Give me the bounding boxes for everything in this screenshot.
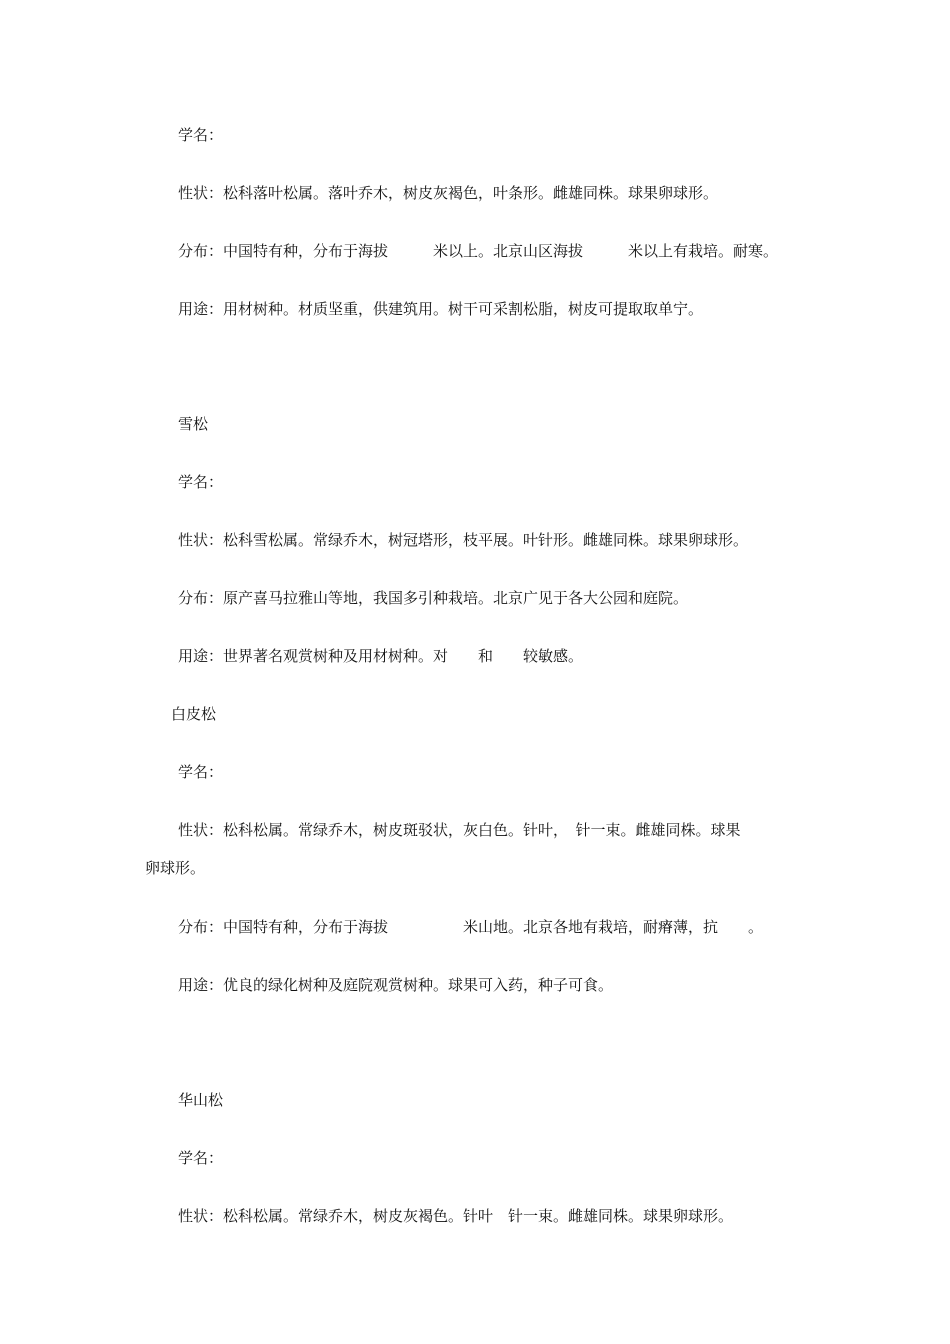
uses-text: 用途：世界著名观赏树种及用材树种。对 和 较敏感。 <box>178 647 584 665</box>
traits-text: 性状：松科松属。常绿乔木，树皮灰褐色。针叶 针一束。雌雄同株。球果卵球形。 <box>178 1207 734 1225</box>
species-heading: 华山松 <box>178 1091 224 1109</box>
scientific-name-label: 学名： <box>178 763 224 781</box>
distribution-text: 分布：原产喜马拉雅山等地，我国多引种栽培。北京广见于各大公园和庭院。 <box>178 589 689 607</box>
distribution-text: 分布：中国特有种，分布于海拔 米山地。北京各地有栽培，耐瘠薄，抗 。 <box>178 918 764 936</box>
scientific-name-label: 学名： <box>178 126 224 144</box>
traits-text: 性状：松科雪松属。常绿乔木，树冠塔形，枝平展。叶针形。雌雄同株。球果卵球形。 <box>178 531 749 549</box>
traits-text-continued: 卵球形。 <box>145 859 206 877</box>
scientific-name-label: 学名： <box>178 1149 224 1167</box>
species-heading: 白皮松 <box>171 705 217 723</box>
species-heading: 雪松 <box>178 415 209 433</box>
traits-text: 性状：松科落叶松属。落叶乔木，树皮灰褐色，叶条形。雌雄同株。球果卵球形。 <box>178 184 719 202</box>
distribution-text: 分布：中国特有种，分布于海拔 米以上。北京山区海拔 米以上有栽培。耐寒。 <box>178 242 779 260</box>
traits-text: 性状：松科松属。常绿乔木，树皮斑驳状，灰白色。针叶， 针一束。雌雄同株。球果 <box>178 821 741 839</box>
uses-text: 用途：用材树种。材质坚重，供建筑用。树干可采割松脂，树皮可提取取单宁。 <box>178 300 704 318</box>
uses-text: 用途：优良的绿化树种及庭院观赏树种。球果可入药，种子可食。 <box>178 976 614 994</box>
scientific-name-label: 学名： <box>178 473 224 491</box>
